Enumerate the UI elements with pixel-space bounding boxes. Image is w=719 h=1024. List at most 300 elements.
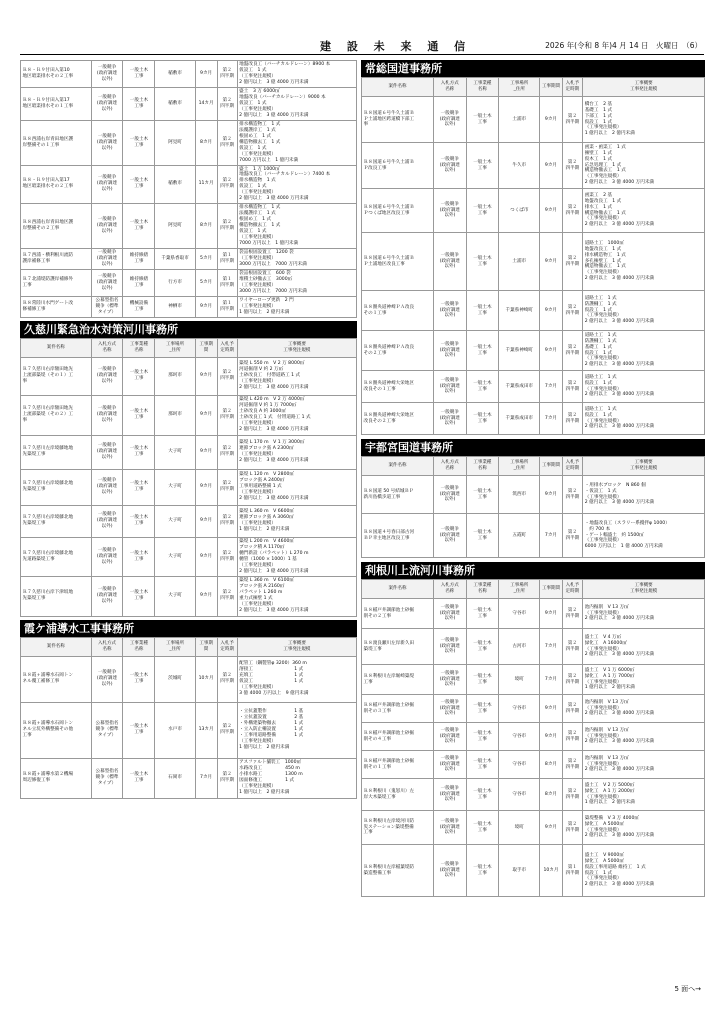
duration: 9カ月 xyxy=(195,469,217,505)
work-type: 一般土木 工事 xyxy=(123,576,155,616)
work-type: 一般土木 工事 xyxy=(466,665,499,695)
project-name: Ｒ８西浦右岸青田地区護 岸整備その２工事 xyxy=(21,204,92,249)
table-row xyxy=(21,758,357,798)
duration: 9カ月 xyxy=(195,435,217,469)
bid-timing: 第２ 四半期 xyxy=(217,505,237,537)
duration: 9カ月 xyxy=(195,357,217,395)
work-type: 一般土木 工事 xyxy=(123,357,155,395)
work-summary: 函渠工 2 基 地盤改良工 1 式 排水工 1 式 構造物撤去工 1 式 （工事発注規模） 2 億円以上 3 億 4000 万円未満 xyxy=(583,189,705,233)
work-type: 維持修繕 工事 xyxy=(123,270,155,297)
column-header: 入札予 定時期 xyxy=(562,457,583,476)
table-row xyxy=(21,87,357,120)
duration: 11カ月 xyxy=(195,165,217,204)
bid-table-kasumi xyxy=(20,637,357,799)
duration: 9カ月 xyxy=(540,189,562,233)
work-type: 一般土木 工事 xyxy=(466,751,499,779)
bid-timing: 第２ 四半期 xyxy=(217,61,237,88)
location: 茨城町 xyxy=(155,656,195,702)
bid-method: 一般競争 (政府調達 以外) xyxy=(91,505,123,537)
work-summary: 排水構造物工 1 式 法覆護岸工 1 式 根固め工 1 式 構造物撤去工 1 式 仮設工 1 式 （工事発注規模） 7000 万円以上 1 億円未満 xyxy=(237,204,356,249)
work-summary: 池内掘削 V 13 万㎥ （工事発注規模） 2 億円以上 3 億 4000 万円未満 xyxy=(583,599,705,629)
table-row xyxy=(362,476,705,514)
bid-method: 一般競争 (政府調達 以外) xyxy=(91,357,123,395)
bid-method: 一般競争 (政府調達 以外) xyxy=(91,165,123,204)
bid-timing: 第２ 四半期 xyxy=(217,120,237,165)
table-row xyxy=(362,331,705,371)
duration: 7カ月 xyxy=(540,629,562,665)
project-name: Ｒ８霞ヶ浦導水第２機場 周辺修復工事 xyxy=(21,758,92,798)
column-header: 工事場所 _住所 xyxy=(499,78,540,97)
table-header-row xyxy=(21,637,357,656)
bid-timing: 第２ 四半期 xyxy=(562,751,583,779)
section-title-tone: 利根川上流河川事務所 xyxy=(361,562,705,579)
project-name: Ｒ８・Ｒ９甘田入第17 地区暗渠排水その２工事 xyxy=(21,165,92,204)
project-name: Ｒ８渡良瀬川左岸新久田 築堤工事 xyxy=(362,629,434,665)
project-name: Ｒ８稲戸井調節池土砂掘 削その３工事 xyxy=(362,695,434,723)
project-name: Ｒ８国道６号牛久土浦Ｂ Ｐつくば地区改良工事 xyxy=(362,189,434,233)
project-name: Ｒ８国道６号牛久土浦Ｂ Ｐ土浦地区跨道橋下部工 事 xyxy=(362,97,434,143)
project-name: Ｒ８国道６号牛久土浦Ｂ Ｐ土浦地区改良工事 xyxy=(362,233,434,291)
bid-timing: 第２ 四半期 xyxy=(562,331,583,371)
location: 稲敷市 xyxy=(155,87,195,120)
duration: 14カ月 xyxy=(195,87,217,120)
bid-table-joso xyxy=(361,77,705,435)
column-header: 入札方式 名称 xyxy=(434,580,467,599)
work-type: 一般土木 工事 xyxy=(466,331,499,371)
work-summary: ・用排水ブロック N 860 個 ・仮設工 1 式 （工事発注規模） 2 億円以上 3 億 4000 万円未満 xyxy=(583,476,705,514)
column-header: 入札方式 名称 xyxy=(434,457,467,476)
duration: 5カ月 xyxy=(195,249,217,270)
duration: 9カ月 xyxy=(540,811,562,845)
table-row xyxy=(21,61,357,88)
work-summary: 橋台工 2 基 基礎工 1 式 下部工 1 式 仮設工 1 式 （工事発注規模） 1 億円以上 2 億円未満 xyxy=(583,97,705,143)
paper-title: 建 設 未 来 通 信 xyxy=(320,40,472,53)
column-header: 入札方式 名称 xyxy=(434,78,467,97)
work-type: 一般土木 工事 xyxy=(123,204,155,249)
bid-timing: 第２ 四半期 xyxy=(562,371,583,403)
work-type: 一般土木 工事 xyxy=(466,779,499,811)
work-type: 維持修繕 工事 xyxy=(123,249,155,270)
work-type: 機械設備 工事 xyxy=(123,296,155,317)
project-name: Ｒ８利根川左岸堀崎築堤 工事 xyxy=(362,665,434,695)
work-summary: 盛土 1 万 1000㎥ 地盤改良工（バーチカルドレーン）7400 本 排水構造物 1 式 仮設工 1 式 （工事発注規模） 2 億円以上 3 億 4000 万円未満 xyxy=(237,165,356,204)
bid-timing: 第２ 四半期 xyxy=(217,702,237,758)
work-summary: 築堤整備 V 3 万 4000㎥ 緑化工 A 5000㎡ （工事発注規模） 2 億円以上 3 億 4000 万円未満 xyxy=(583,811,705,845)
location: 稲敷市 xyxy=(155,61,195,88)
bid-method: 一般競争 (政府調達 以外) xyxy=(434,665,467,695)
location: 守谷市 xyxy=(499,779,540,811)
table-row xyxy=(21,120,357,165)
bid-timing: 第２ 四半期 xyxy=(217,435,237,469)
work-summary: 池内掘削 V 13 万㎥ （工事発注規模） 2 億円以上 3 億 4000 万円未満 xyxy=(583,751,705,779)
bid-timing: 第１ 四半期 xyxy=(217,270,237,297)
work-type: 一般土木 工事 xyxy=(466,599,499,629)
bid-timing: 第２ 四半期 xyxy=(562,97,583,143)
location: 守谷市 xyxy=(499,695,540,723)
bid-timing: 第１ 四半期 xyxy=(562,845,583,897)
project-name: Ｒ７久慈川右岸額田地先 上流部築堤（その２）工 事 xyxy=(21,395,92,435)
project-name: Ｒ８国道 50 号結城ＢＰ 新川島橋歩道工事 xyxy=(362,476,434,514)
location: 境町 xyxy=(499,665,540,695)
table-row xyxy=(21,296,357,317)
bid-timing: 第２ 四半期 xyxy=(217,395,237,435)
column-header: 案件名称 xyxy=(362,457,434,476)
bid-table-kuji xyxy=(20,338,357,617)
table-row xyxy=(362,845,705,897)
bid-timing: 第２ 四半期 xyxy=(217,87,237,120)
table-row xyxy=(362,599,705,629)
work-summary: 築堤 L 170 m V 1 万 3000㎥ 連節ブロック張 A 2300㎡ （工事発注規模） 2 億円以上 3 億 4000 万円未満 xyxy=(237,435,356,469)
bid-method: 一般競争 (政府調達 以外) xyxy=(91,537,123,576)
bid-timing: 第２ 四半期 xyxy=(562,233,583,291)
bid-method: 一般競争 (政府調達 以外) xyxy=(434,723,467,751)
bid-timing: 第２ 四半期 xyxy=(562,695,583,723)
bid-method: 一般競争 (政府調達 以外) xyxy=(434,514,467,558)
location: 千葉県香取市 xyxy=(155,249,195,270)
table-row xyxy=(21,165,357,204)
bid-method: 一般競争 (政府調達 以外) xyxy=(434,403,467,435)
column-header: 工事概要 工事発注規模 xyxy=(583,457,705,476)
project-name: Ｒ８国道４号春日部古河 ＢＰ幸主地区改良工事 xyxy=(362,514,434,558)
column-header: 入札予 定時期 xyxy=(562,580,583,599)
project-name: Ｒ８稲戸井調節池土砂掘 削その２工事 xyxy=(362,599,434,629)
issue-date: 2026 年(令和 8 年)4 月 14 日 火曜日 （6） xyxy=(545,41,702,50)
work-type: 一般土木 工事 xyxy=(466,629,499,665)
project-name: Ｒ７久慈川右岸境藤北地 先築堤工事 xyxy=(21,505,92,537)
location: 大子町 xyxy=(155,469,195,505)
duration: 9カ月 xyxy=(540,723,562,751)
column-header: 工事業種 名称 xyxy=(123,338,155,357)
work-summary: 池内掘削 V 13 万㎥ （工事発注規模） 2 億円以上 3 億 4000 万円未満 xyxy=(583,723,705,751)
duration: 13カ月 xyxy=(195,702,217,758)
bid-method: 一般競争 (政府調達 以外) xyxy=(91,656,123,702)
bid-method: 一般競争 (政府調達 以外) xyxy=(434,291,467,331)
work-summary: アスファルト舗装工 1000㎡ 水路改良工 450 m 小排水路工 1300 m 図面修復工 1 式 （工事発注規模） 1 億円以上 2 億円未満 xyxy=(237,758,356,798)
duration: 8カ月 xyxy=(195,120,217,165)
table-row xyxy=(362,665,705,695)
section-title-kasumi: 霞ケ浦導水工事事務所 xyxy=(20,620,357,637)
work-type: 一般土木 工事 xyxy=(123,537,155,576)
column-header: 工事期間 xyxy=(540,78,562,97)
bid-timing: 第２ 四半期 xyxy=(562,143,583,189)
column-header: 入札予 定時期 xyxy=(217,637,237,656)
bid-timing: 第２ 四半期 xyxy=(562,723,583,751)
bid-timing: 第２ 四半期 xyxy=(217,357,237,395)
table-row xyxy=(21,702,357,758)
work-type: 一般土木 工事 xyxy=(466,233,499,291)
column-header: 工事期間 xyxy=(540,580,562,599)
duration: 9カ月 xyxy=(540,233,562,291)
bid-method: 一般競争 (政府調達 以外) xyxy=(434,695,467,723)
work-summary: 築堤 L 120 m V 2800㎥ ブロック張 A 2400㎡ 工事用道路整備 1 式 （工事発注規模） 2 億円以上 3 億 4000 万円未満 xyxy=(237,469,356,505)
table-header-row xyxy=(21,338,357,357)
column-header: 入札方式 名称 xyxy=(91,637,123,656)
location: 大子町 xyxy=(155,435,195,469)
bid-method: 一般競争 (政府調達 以外) xyxy=(434,629,467,665)
bid-timing: 第２ 四半期 xyxy=(217,576,237,616)
work-summary: 道路土工 1 式 仮設工 1 式 （工事発注規模） 2 億円以上 3 億 4000 万円未満 xyxy=(583,403,705,435)
work-summary: 道路土工 1 式 仮設工 1 式 （工事発注規模） 2 億円以上 3 億 4000 万円未満 xyxy=(583,371,705,403)
bid-timing: 第２ 四半期 xyxy=(562,811,583,845)
table-row xyxy=(21,249,357,270)
work-type: 一般土木 工事 xyxy=(123,656,155,702)
table-row xyxy=(21,537,357,576)
work-summary: 築堤 L 550 m V 2 万 8000㎥ 河道掘削 V 約 2 万㎥ 土砂改良工 付帯道路工 1 式 （工事発注規模） 2 億円以上 3 億 4000 万円未満 xyxy=(237,357,356,395)
work-summary: ・地盤改良工（スラリー系攪拌φ 1000） 約 700 本 ・ゲート幅盛土 約 1500㎥ （工事発注規模） 6000 万円以上 1 億 4000 万円未満 xyxy=(583,514,705,558)
work-type: 一般土木 工事 xyxy=(466,291,499,331)
section-title-utsunomiya: 宇都宮国道事務所 xyxy=(361,439,705,456)
location: 千葉県成田市 xyxy=(499,371,540,403)
location: 取手市 xyxy=(499,845,540,897)
bid-timing: 第２ 四半期 xyxy=(562,476,583,514)
bid-timing: 第２ 四半期 xyxy=(217,469,237,505)
table-row xyxy=(21,357,357,395)
page-header xyxy=(20,38,704,55)
project-name: Ｒ８・Ｒ９甘田入第10 地区暗渠排水その２工事 xyxy=(21,61,92,88)
bid-table-top xyxy=(20,60,357,318)
project-name: Ｒ７久慈川右岸額田地先 上流部築堤（その１）工 事 xyxy=(21,357,92,395)
left-column xyxy=(20,60,357,799)
bid-timing: 第２ 四半期 xyxy=(217,165,237,204)
duration: 9カ月 xyxy=(195,576,217,616)
column-header: 工事場所 _住所 xyxy=(499,580,540,599)
location: 牛久市 xyxy=(499,143,540,189)
column-header: 入札予 定時期 xyxy=(217,338,237,357)
location: 古河市 xyxy=(499,629,540,665)
column-header: 工事業種 名称 xyxy=(466,457,499,476)
column-header: 工事概要 工事発注規模 xyxy=(237,637,356,656)
work-summary: ワイヤーロープ更新 2 門 （工事発注規模） 1 億円以上 2 億円未満 xyxy=(237,296,356,317)
work-type: 一般土木 工事 xyxy=(123,395,155,435)
bid-method: 一般競争 (政府調達 以外) xyxy=(434,371,467,403)
column-header: 案件名称 xyxy=(362,78,434,97)
bid-timing: 第２ 四半期 xyxy=(562,291,583,331)
bid-method: 一般競争 (政府調達 以外) xyxy=(434,599,467,629)
table-row xyxy=(21,395,357,435)
location: 境町 xyxy=(499,811,540,845)
bid-method: 一般競争 (政府調達 以外) xyxy=(91,435,123,469)
bid-timing: 第２ 四半期 xyxy=(562,665,583,695)
location: 那珂市 xyxy=(155,357,195,395)
table-row xyxy=(362,751,705,779)
section-title-joso: 常総国道事務所 xyxy=(361,60,705,77)
location: 大子町 xyxy=(155,576,195,616)
work-summary: 排水構造物工 1 式 法覆護岸工 1 式 根固め工 1 式 構造物撤去工 1 式 仮設工 1 式 （工事発注規模） 7000 万円以上 1 億円未満 xyxy=(237,120,356,165)
duration: 7カ月 xyxy=(540,371,562,403)
bid-timing: 第２ 四半期 xyxy=(562,599,583,629)
column-header: 案件名称 xyxy=(362,580,434,599)
work-type: 一般土木 工事 xyxy=(123,435,155,469)
table-row xyxy=(21,469,357,505)
project-name: Ｒ８利根川左岸境河川防 災ステーション築堤整備 工事 xyxy=(362,811,434,845)
column-header: 工事場所 _住所 xyxy=(155,637,195,656)
project-name: Ｒ８利根川（鬼怒川）左 岸大木築堤工事 xyxy=(362,779,434,811)
work-type: 一般土木 工事 xyxy=(123,87,155,120)
project-name: Ｒ８圏央道神崎ＰＡ改良 その２工事 xyxy=(362,331,434,371)
bid-method: 一般競争 (政府調達 以外) xyxy=(91,270,123,297)
column-header: 工事業種 名称 xyxy=(466,580,499,599)
table-row xyxy=(21,204,357,249)
location: 千葉県神崎町 xyxy=(499,331,540,371)
duration: 7カ月 xyxy=(540,514,562,558)
duration: 9カ月 xyxy=(195,395,217,435)
work-type: 一般土木 工事 xyxy=(466,695,499,723)
bid-method: 一般競争 (政府調達 以外) xyxy=(91,120,123,165)
work-type: 一般土木 工事 xyxy=(466,476,499,514)
column-header: 工事期間 xyxy=(195,637,217,656)
duration: 9カ月 xyxy=(195,296,217,317)
bid-method: 一般競争 (政府調達 以外) xyxy=(434,779,467,811)
work-type: 一般土木 工事 xyxy=(123,61,155,88)
column-header: 工事業種 名称 xyxy=(466,78,499,97)
location: つくば市 xyxy=(499,189,540,233)
location: 水戸市 xyxy=(155,702,195,758)
bid-timing: 第２ 四半期 xyxy=(217,537,237,576)
bid-timing: 第２ 四半期 xyxy=(562,189,583,233)
duration: 8カ月 xyxy=(540,751,562,779)
table-row xyxy=(362,514,705,558)
work-summary: 道路土工 1000㎥ 地盤改良工 1 式 排水構造物工 1 式 多孔擁壁工 1 式 構造物撤去工 1 式 （工事発注規模） 2 億円以上 3 億 4000 万円未満 xyxy=(583,233,705,291)
bid-timing: 第２ 四半期 xyxy=(562,779,583,811)
column-header: 工事期間 xyxy=(540,457,562,476)
project-name: Ｒ８稲戸井調節池土砂掘 削その４工事 xyxy=(362,723,434,751)
work-summary: ・立抗蓋製作 1 基 ・立抗蓋設置 2 基 ・外構建築物撤去 1 式 ・立入防止柵設置 1 式 ・工事用道路整備 1 式 （工事発注規模） 1 億円以上 2 億円未満 xyxy=(237,702,356,758)
table-row xyxy=(362,97,705,143)
bid-method: 一般競争 (政府調達 以外) xyxy=(91,87,123,120)
project-name: Ｒ７久慈川左岸境藤地地 先築堤工事 xyxy=(21,435,92,469)
project-name: Ｒ８利根川左岸稲葉堤防 築造整備工事 xyxy=(362,845,434,897)
duration: 8カ月 xyxy=(540,779,562,811)
bid-method: 一般競争 (政府調達 以外) xyxy=(434,751,467,779)
bid-method: 一般競争 (政府調達 以外) xyxy=(434,845,467,897)
table-header-row xyxy=(362,580,705,599)
duration: 7カ月 xyxy=(195,758,217,798)
table-row xyxy=(362,291,705,331)
project-name: Ｒ８圏央道神崎大栄地区 改良その１工事 xyxy=(362,371,434,403)
duration: 8カ月 xyxy=(195,204,217,249)
work-summary: 盛土 3 万 6000㎥ 地盤改良（バーチカルドレーン）9000 本 仮設工 1 式 （工事発注規模） 2 億円以上 3 億 4000 万円未満 xyxy=(237,87,356,120)
work-type: 一般土木 工事 xyxy=(466,189,499,233)
project-name: Ｒ７西浦・横利根川流防 護岸補修工事 xyxy=(21,249,92,270)
table-row xyxy=(362,233,705,291)
location: 五霞町 xyxy=(499,514,540,558)
project-name: Ｒ７北浦堤防護岸補修外 工事 xyxy=(21,270,92,297)
bid-timing: 第２ 四半期 xyxy=(217,758,237,798)
table-row xyxy=(362,629,705,665)
location: 守谷市 xyxy=(499,723,540,751)
bid-timing: 第２ 四半期 xyxy=(562,514,583,558)
work-type: 一般土木 工事 xyxy=(466,403,499,435)
location: 千葉県成田市 xyxy=(499,403,540,435)
bid-method: 一般競争 (政府調達 以外) xyxy=(91,576,123,616)
work-summary: 築堤 L 360 m V 6100㎥ ブロック張 A 2160㎡ パラペット L 260 m 重力式擁壁 1 式 （工事発注規模） 2 億円以上 3 億 4000 万円未満 xyxy=(237,576,356,616)
project-name: Ｒ８・Ｒ９甘田入第17 地区暗渠排水その１工事 xyxy=(21,87,92,120)
location: 守谷市 xyxy=(499,751,540,779)
work-summary: 築堤 L 200 m V 4600㎥ ブロック積 A 1170㎡ 樋門新設（パラペット）L 270 m 樋管（1000 × 1000）1 基 （工事発注規模） 2 億円以上 3 億 4000 万円未満 xyxy=(237,537,356,576)
bid-method: 一般競争 (政府調達 以外) xyxy=(434,476,467,514)
project-name: Ｒ７久慈川右岸境藤北地 先道路築堤工事 xyxy=(21,537,92,576)
column-header: 工事概要 工事発注規模 xyxy=(583,78,705,97)
work-summary: 地盤改良工（バーチカルドレーン）8900 本 仮設工 1 式 （工事発注規模） 2 億円以上 3 億 4000 万円未満 xyxy=(237,61,356,88)
duration: 5カ月 xyxy=(195,270,217,297)
bid-method: 一般競争 (政府調達 以外) xyxy=(434,811,467,845)
column-header: 案件名称 xyxy=(21,637,92,656)
location: 大子町 xyxy=(155,505,195,537)
work-summary: 盛土工 V 1 万 6000㎥ 緑化工 A 1 万 7000㎡ （工事発注規模） 1 億円以上 2 億円未満 xyxy=(583,665,705,695)
table-header-row xyxy=(362,457,705,476)
work-type: 一般土木 工事 xyxy=(466,97,499,143)
bid-method: 公募型指名 競争（標準 タイプ） xyxy=(91,296,123,317)
project-name: Ｒ８圏央道神崎大栄地区 改良その２工事 xyxy=(362,403,434,435)
bid-method: 一般競争 (政府調達 以外) xyxy=(434,189,467,233)
table-header-row xyxy=(362,78,705,97)
project-name: Ｒ８霞ヶ浦導水石岡トン ネル覆工補修工事 xyxy=(21,656,92,702)
bid-method: 公募型指名 競争（標準 タイプ） xyxy=(91,702,123,758)
table-row xyxy=(21,576,357,616)
work-type: 一般土木 工事 xyxy=(123,469,155,505)
work-type: 一般土木 工事 xyxy=(466,723,499,751)
column-header: 工事概要 工事発注規模 xyxy=(237,338,356,357)
work-summary: 築堤 L 420 m V 2 万 4000㎥ 河道掘削 V 約 1 万 7000㎥ 土砂改良 A 約 3000㎡ 土砂改良工 1 式 付帯道路工 1 式 （工事発注規模） 2 億円以上 3 億 4000 万円未満 xyxy=(237,395,356,435)
bid-table-tone xyxy=(361,579,705,897)
column-header: 工事場所 _住所 xyxy=(155,338,195,357)
duration: 9カ月 xyxy=(540,143,562,189)
continued-note: 5 面へ→ xyxy=(674,985,701,993)
location: 神栖市 xyxy=(155,296,195,317)
location: 石岡市 xyxy=(155,758,195,798)
table-row xyxy=(362,723,705,751)
location: 守谷市 xyxy=(499,599,540,629)
location: 稲敷市 xyxy=(155,165,195,204)
column-header: 入札予 定時期 xyxy=(562,78,583,97)
project-name: Ｒ８国道６号牛久土浦Ｂ Ｐ改良工事 xyxy=(362,143,434,189)
bid-method: 一般競争 (政府調達 以外) xyxy=(434,331,467,371)
duration: 9カ月 xyxy=(540,599,562,629)
work-type: 一般土木 工事 xyxy=(123,505,155,537)
table-row xyxy=(21,656,357,702)
section-title-kuji: 久慈川緊急治水対策河川事務所 xyxy=(20,321,357,338)
work-summary: 池内掘削 V 13 万㎥ （工事発注規模） 2 億円以上 3 億 4000 万円未満 xyxy=(583,695,705,723)
table-row xyxy=(362,811,705,845)
duration: 9カ月 xyxy=(540,331,562,371)
work-summary: 配管工（鋼製管φ 3200）360 m 溶接工 1 式 充填工 1 式 仮設工 1 式 （工事発注規模） 3 億 4000 万円以上 9 億円未満 xyxy=(237,656,356,702)
work-summary: 袋詰根固設置工 1200 袋 （工事発注規模） 3000 万円以上 7000 万円未満 xyxy=(237,249,356,270)
bid-method: 一般競争 (政府調達 以外) xyxy=(434,97,467,143)
work-summary: 道路土工 1 式 防護柵工 1 式 基礎工 1 式 仮設工 1 式 （工事発注規模） 2 億円以上 3 億 4000 万円未満 xyxy=(583,331,705,371)
table-row xyxy=(362,403,705,435)
work-summary: 築堤 L 360 m V 6600㎥ 連節ブロック張 A 3060㎡ （工事発注規模） 1 億円以上 2 億円未満 xyxy=(237,505,356,537)
work-type: 一般土木 工事 xyxy=(466,845,499,897)
column-header: 工事期間 xyxy=(195,338,217,357)
column-header: 工事場所 _住所 xyxy=(499,457,540,476)
bid-method: 一般競争 (政府調達 以外) xyxy=(91,204,123,249)
table-row xyxy=(21,505,357,537)
bid-timing: 第２ 四半期 xyxy=(217,204,237,249)
work-type: 一般土木 工事 xyxy=(466,371,499,403)
work-type: 一般土木 工事 xyxy=(123,165,155,204)
bid-timing: 第２ 四半期 xyxy=(217,656,237,702)
duration: 10カ月 xyxy=(195,656,217,702)
duration: 9カ月 xyxy=(195,61,217,88)
location: 那珂市 xyxy=(155,395,195,435)
work-summary: 盛土工 V 9000㎥ 緑化工 A 5000㎡ 仮設工事用道路 維持工 1 式 仮設工 1 式 （工事発注規模） 2 億円以上 3 億 4000 万円未満 xyxy=(583,845,705,897)
bid-timing: 第２ 四半期 xyxy=(562,629,583,665)
duration: 10カ月 xyxy=(540,845,562,897)
duration: 9カ月 xyxy=(195,537,217,576)
work-type: 一般土木 工事 xyxy=(123,120,155,165)
table-row xyxy=(362,695,705,723)
location: 筑西市 xyxy=(499,476,540,514)
